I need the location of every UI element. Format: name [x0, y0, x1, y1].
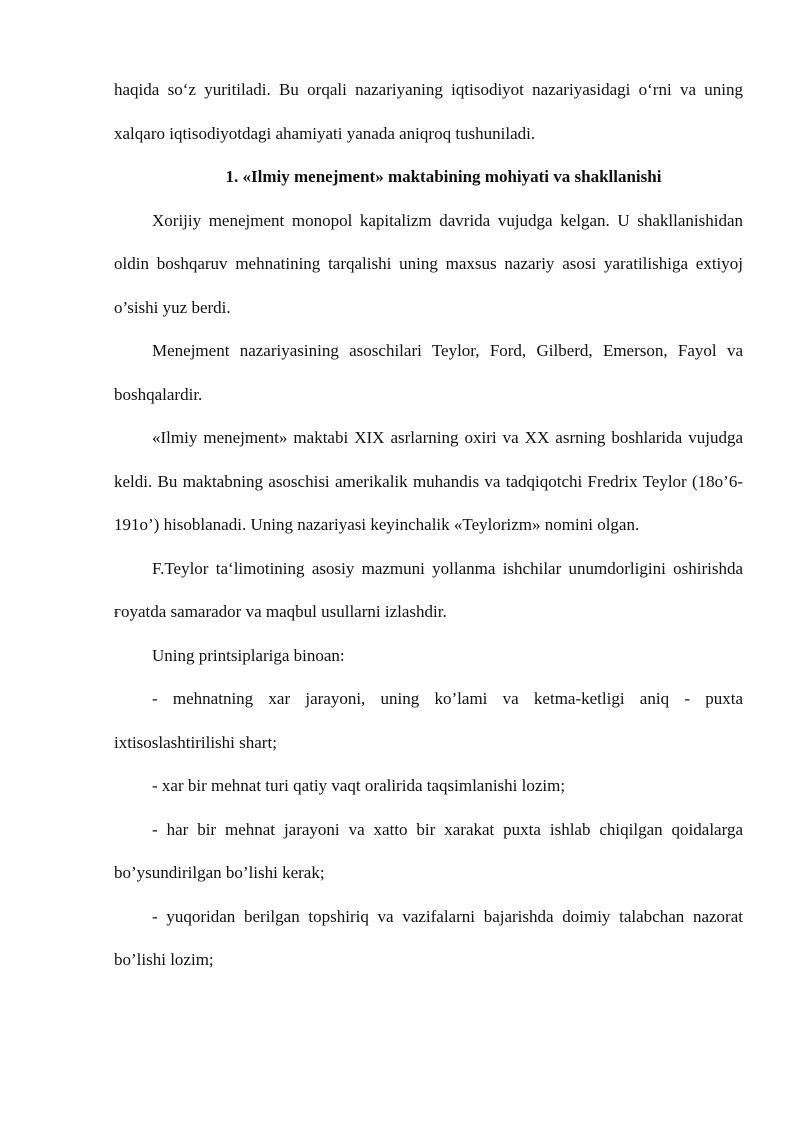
body-paragraph: F.Teylor ta‘limotining asosiy mazmuni yollanma ishchilar unumdorligini oshirishda ғoyatda samarador va maqbul usullarni izlashdir. [114, 558, 743, 621]
list-item: - har bir mehnat jarayoni va xatto bir xarakat puxta ishlab chiqilgan qoidalarga bo’ysundirilgan bo’lishi kerak; [114, 819, 743, 882]
list-item: - mehnatning xar jarayoni, uning ko’lami va ketma-ketligi aniq - puxta ixtisoslashtirilishi shart; [114, 689, 743, 752]
section-heading: 1. «Ilmiy menejment» maktabining mohiyati va shakllanishi [225, 167, 662, 186]
body-paragraph: Uning printsiplariga binoan: [152, 645, 345, 665]
body-paragraph: Menejment nazariyasining asoschilari Teylor, Ford, Gilberd, Emerson, Fayol va boshqalardir. [114, 341, 743, 404]
list-item: - yuqoridan berilgan topshiriq va vazifalarni bajarishda doimiy talabchan nazorat bo’lishi lozim; [114, 906, 743, 969]
intro-paragraph: haqida so‘z yuritiladi. Bu orqali nazariyaning iqtisodiyot nazariyasidagi o‘rni va uning xalqaro iqtisodiyotdagi ahamiyati yanada aniqroq tushuniladi. [114, 80, 743, 143]
document-page [114, 68, 743, 982]
body-paragraph: Xorijiy menejment monopol kapitalizm davrida vujudga kelgan. U shakllanishidan oldin boshqaruv mehnatining tarqalishi uning maxsus nazariy asosi yaratilishiga extiyoj o’sishi yuz berdi. [114, 210, 743, 317]
list-item: - xar bir mehnat turi qatiy vaqt oralirida taqsimlanishi lozim; [152, 776, 566, 795]
body-paragraph: «Ilmiy menejment» maktabi XIX asrlarning oxiri va XX asrning boshlarida vujudga keldi. Bu maktabning asoschisi amerikalik muhandis va tadqiqotchi Fredrix Teylor (18o’6-191o’) hisoblanadi. Uning nazariyasi keyinchalik «Teylorizm» nomini olgan. [114, 428, 743, 534]
